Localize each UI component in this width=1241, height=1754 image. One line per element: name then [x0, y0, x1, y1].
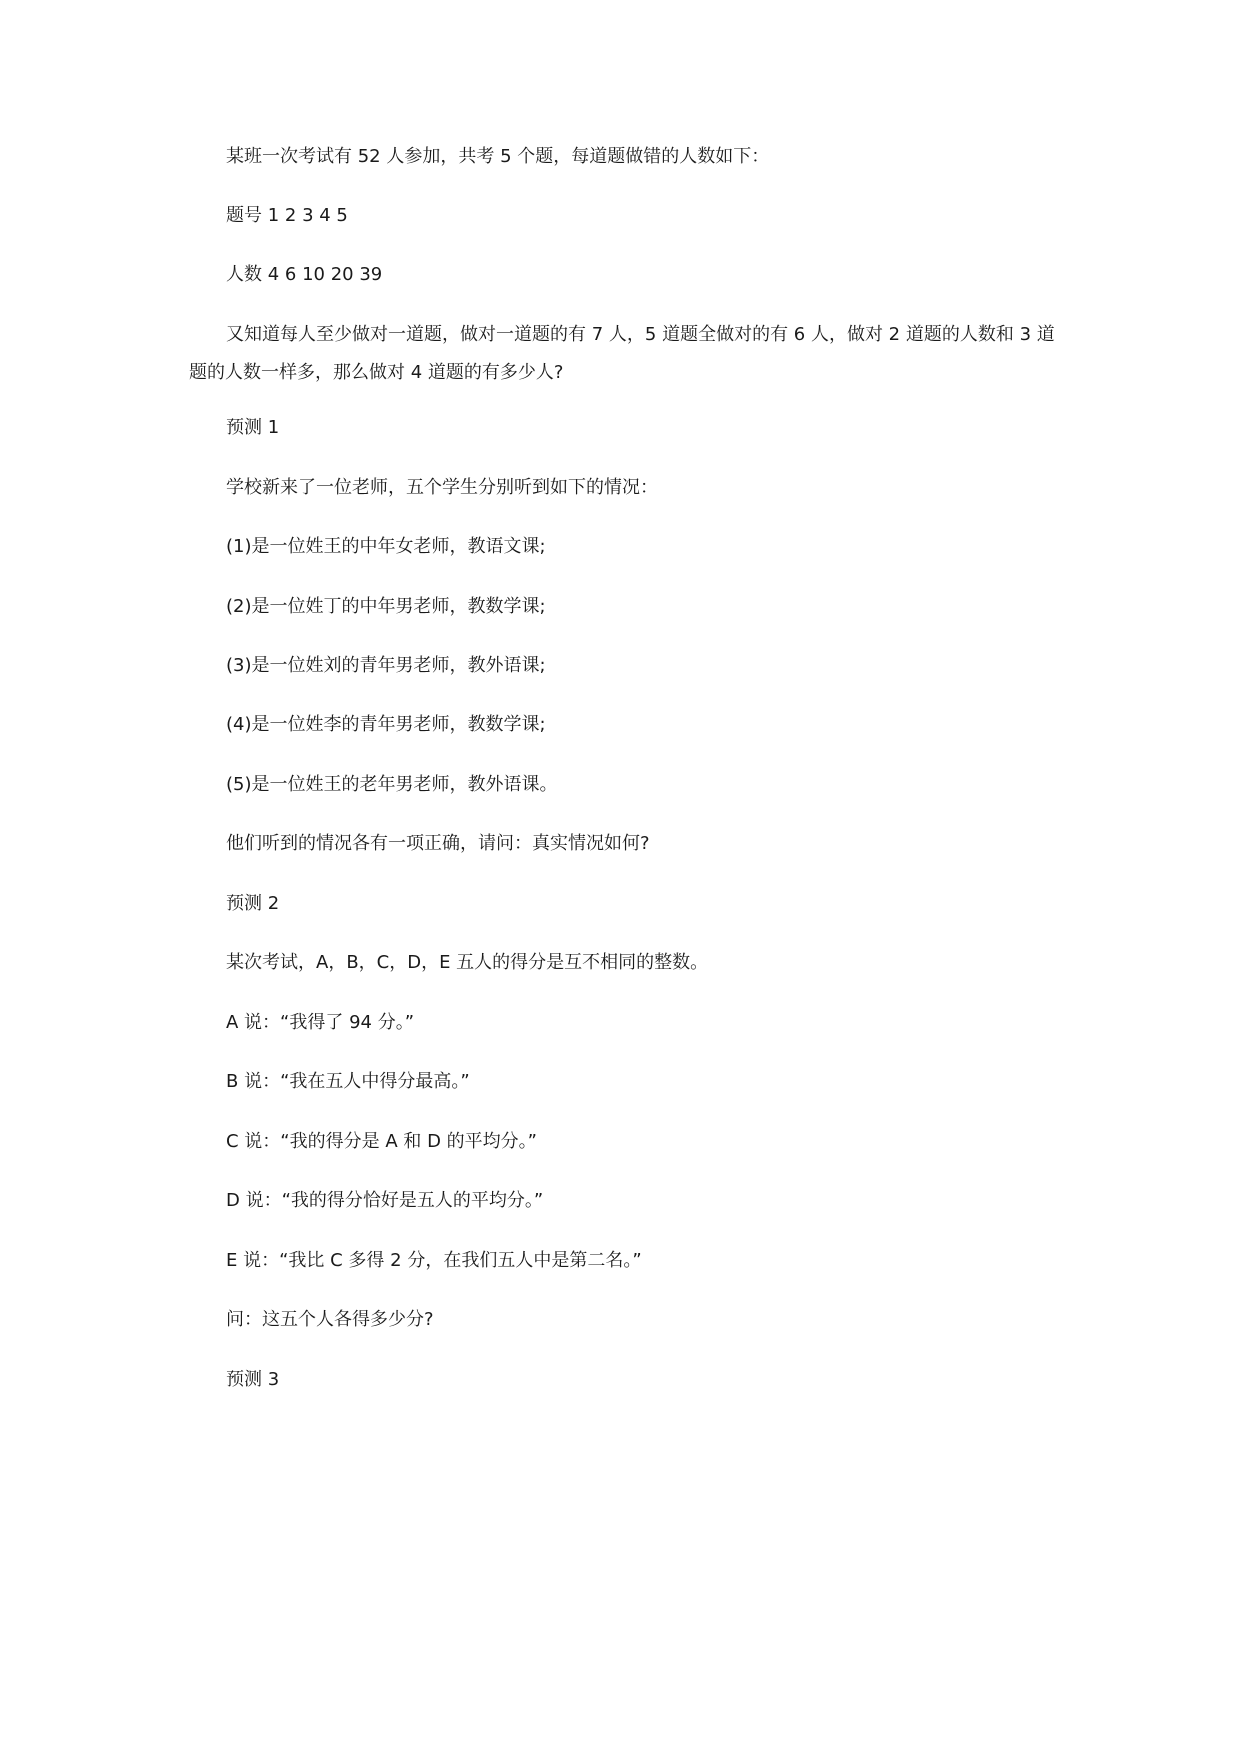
- statement-5: (5)是一位姓王的老年男老师，教外语课。: [226, 774, 558, 795]
- score-problem-question: 问：这五个人各得多少分?: [226, 1309, 434, 1330]
- section-heading-prediction-1: 预测 1: [226, 417, 280, 438]
- table-row-error-counts: 人数 4 6 10 20 39: [226, 264, 383, 285]
- teacher-problem-intro: 学校新来了一位老师，五个学生分别听到如下的情况：: [226, 477, 658, 498]
- section-heading-prediction-2: 预测 2: [226, 893, 280, 914]
- table-row-question-numbers: 题号 1 2 3 4 5: [226, 205, 348, 226]
- section-heading-prediction-3: 预测 3: [226, 1369, 280, 1390]
- statement-d: D 说：“我的得分恰好是五人的平均分。”: [226, 1190, 544, 1211]
- statement-b: B 说：“我在五人中得分最高。”: [226, 1071, 470, 1092]
- problem-intro: 某班一次考试有 52 人参加，共考 5 个题，每道题做错的人数如下：: [226, 146, 770, 167]
- statement-a: A 说：“我得了 94 分。”: [226, 1012, 415, 1033]
- statement-4: (4)是一位姓李的青年男老师，教数学课;: [226, 714, 546, 735]
- statement-1: (1)是一位姓王的中年女老师，教语文课;: [226, 536, 546, 557]
- statement-3: (3)是一位姓刘的青年男老师，教外语课;: [226, 655, 546, 676]
- teacher-problem-question: 他们听到的情况各有一项正确，请问：真实情况如何?: [226, 833, 650, 854]
- problem-question: 又知道每人至少做对一道题，做对一道题的有 7 人，5 道题全做对的有 6 人，做对 2 道题的人数和 3 道题的人数一样多，那么做对 4 道题的有多少人?: [189, 324, 1055, 383]
- statement-c: C 说：“我的得分是 A 和 D 的平均分。”: [226, 1131, 537, 1152]
- statement-2: (2)是一位姓丁的中年男老师，教数学课;: [226, 596, 546, 617]
- statement-e: E 说：“我比 C 多得 2 分，在我们五人中是第二名。”: [226, 1250, 642, 1271]
- score-problem-intro: 某次考试，A，B，C，D，E 五人的得分是互不相同的整数。: [226, 952, 709, 973]
